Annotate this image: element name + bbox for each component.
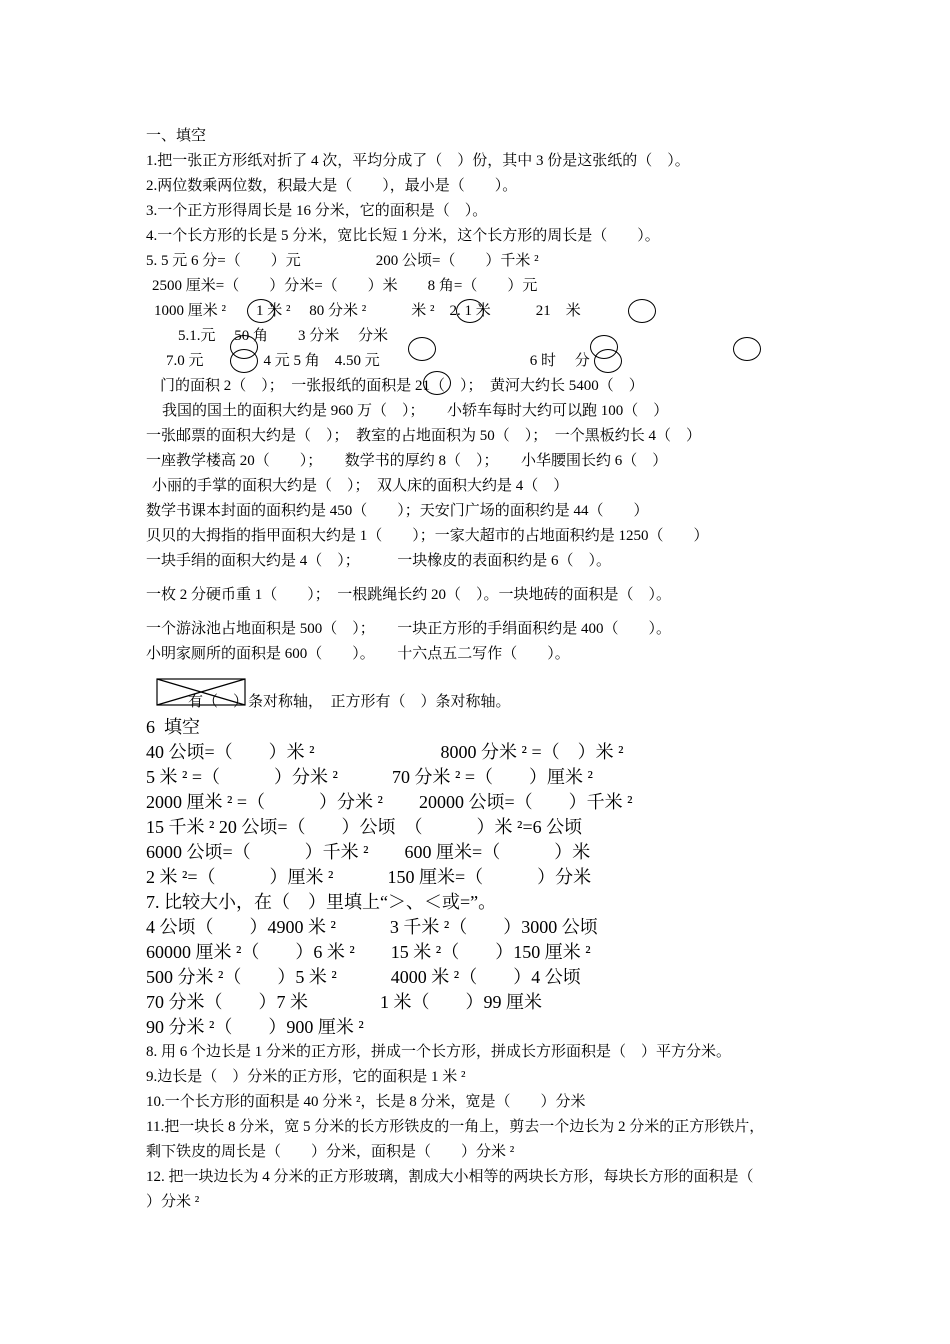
- compare-size-row-4: 70 分米（ ）7 米 1 米（ ）99 厘米: [146, 992, 542, 1012]
- units-row-4: 一座教学楼高 20（ ）； 数学书的厚约 8（ ）； 小华腰围长约 6（ ）: [146, 453, 668, 469]
- units-row-6: 数学书课本封面的面积约是 450（ ）；天安门广场的面积约是 44（ ）: [146, 503, 649, 519]
- compare-size-row-3: 500 分米 ²（ ）5 米 ² 4000 米 ²（ ）4 公顷: [146, 967, 581, 987]
- compare-circle: [628, 299, 656, 323]
- rectangle-diagonals-icon: [156, 678, 246, 706]
- compare-circle: [423, 371, 451, 395]
- compare-circle: [456, 299, 484, 323]
- compare-row-1: 1000 厘米 ² 1 米 ² 80 分米 ² 米 ² 2. 1 米 21 米: [154, 303, 581, 319]
- compare-row-3: 7.0 元 4 元 5 角 4.50 元 6 时 分: [166, 353, 590, 369]
- units-row-2: 我国的国土的面积大约是 960 万（ ）； 小轿车每时大约可以跑 100（ ）: [162, 403, 669, 419]
- question-12-line-1: 12. 把一块边长为 4 分米的正方形玻璃，割成大小相等的两块长方形，每块长方形的面积是（: [146, 1169, 754, 1185]
- units-row-8: 一块手绢的面积大约是 4（ ）； 一块橡皮的表面积约是 6（ ）。: [146, 553, 612, 569]
- symmetry-question: 有（ ）条对称轴， 正方形有（ ）条对称轴。: [188, 694, 511, 710]
- question-5-row-1: 5. 5 元 6 分=（ ）元 200 公顷=（ ）千米 ²: [146, 253, 539, 269]
- compare-circle: [230, 349, 258, 373]
- section-title: 一、填空: [146, 128, 207, 144]
- question-9: 9.边长是（ ）分米的正方形，它的面积是 1 米 ²: [146, 1069, 466, 1085]
- units-row-11: 小明家厕所的面积是 600（ ）。 十六点五二写作（ ）。: [146, 646, 570, 662]
- convert-row-3: 2000 厘米 ² =（ ）分米 ² 20000 公顷=（ ）千米 ²: [146, 792, 633, 812]
- compare-size-row-2: 60000 厘米 ²（ ）6 米 ² 15 米 ²（ ）150 厘米 ²: [146, 942, 591, 962]
- question-1: 1.把一张正方形纸对折了 4 次，平均分成了（ ）份，其中 3 份是这张纸的（ ）。: [146, 153, 690, 169]
- compare-size-row-5: 90 分米 ²（ ）900 厘米 ²: [146, 1017, 364, 1037]
- section-6-title: 6 填空: [146, 717, 200, 737]
- compare-circle: [247, 299, 275, 323]
- question-7: 7. 比较大小，在（ ）里填上“＞、＜或=”。: [146, 892, 497, 912]
- question-11-line-2: 剩下铁皮的周长是（ ）分米，面积是（ ）分米 ²: [146, 1144, 515, 1160]
- convert-row-1: 40 公顷=（ ）米 ² 8000 分米 ² =（ ）米 ²: [146, 742, 624, 762]
- units-row-3: 一张邮票的面积大约是（ ）； 教室的占地面积为 50（ ）； 一个黑板约长 4（ ）: [146, 428, 702, 444]
- convert-row-6: 2 米 ²=（ ）厘米 ² 150 厘米=（ ）分米: [146, 867, 592, 887]
- units-row-9: 一枚 2 分硬币重 1（ ）； 一根跳绳长约 20（ ）。一块地砖的面积是（ ）。: [146, 587, 672, 603]
- question-4: 4.一个长方形的长是 5 分米，宽比长短 1 分米，这个长方形的周长是（ ）。: [146, 228, 660, 244]
- question-12-line-2: ）分米 ²: [146, 1194, 200, 1210]
- units-row-7: 贝贝的大拇指的指甲面积大约是 1（ ）；一家大超市的占地面积约是 1250（ ）: [146, 528, 709, 544]
- compare-row-2: 5.1.元 50 角 3 分米 分米: [178, 328, 389, 344]
- question-3: 3.一个正方形得周长是 16 分米，它的面积是（ ）。: [146, 203, 488, 219]
- question-8: 8. 用 6 个边长是 1 分米的正方形，拼成一个长方形，拼成长方形面积是（ ）平方分米。: [146, 1044, 732, 1060]
- question-10: 10.一个长方形的面积是 40 分米 ²，长是 8 分米，宽是（ ）分米: [146, 1094, 586, 1110]
- units-row-10: 一个游泳池占地面积是 500（ ）； 一块正方形的手绢面积约是 400（ ）。: [146, 621, 672, 637]
- question-5-row-2: 2500 厘米=（ ）分米=（ ）米 8 角=（ ）元: [152, 278, 538, 294]
- question-11-line-1: 11.把一块长 8 分米，宽 5 分米的长方形铁皮的一角上，剪去一个边长为 2 分米的正方形铁片，: [146, 1119, 765, 1135]
- convert-row-2: 5 米 ² =（ ）分米 ² 70 分米 ² =（ ）厘米 ²: [146, 767, 593, 787]
- compare-circle: [733, 337, 761, 361]
- units-row-1: 门的面积 2（ ）； 一张报纸的面积是 21（ ）； 黄河大约长 5400（ ）: [160, 378, 644, 394]
- convert-row-4: 15 千米 ² 20 公顷=（ ）公顷 （ ）米 ²=6 公顷: [146, 817, 583, 837]
- units-row-5: 小丽的手掌的面积大约是（ ）； 双人床的面积大约是 4（ ）: [152, 478, 569, 494]
- convert-row-5: 6000 公顷=（ ）千米 ² 600 厘米=（ ）米: [146, 842, 591, 862]
- question-2: 2.两位数乘两位数，积最大是（ ），最小是（ ）。: [146, 178, 518, 194]
- compare-circle: [594, 349, 622, 373]
- compare-circle: [408, 337, 436, 361]
- compare-size-row-1: 4 公顷（ ）4900 米 ² 3 千米 ²（ ）3000 公顷: [146, 917, 598, 937]
